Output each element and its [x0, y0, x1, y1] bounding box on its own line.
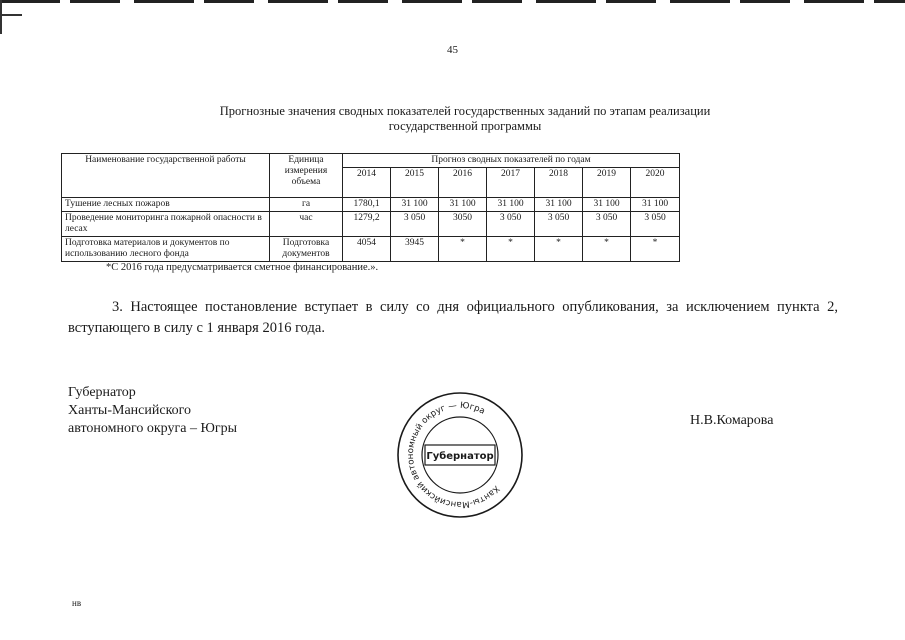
row-unit: час: [270, 212, 343, 237]
header-unit: Единица измерения объема: [270, 154, 343, 198]
table-title-line2: государственной программы: [388, 119, 542, 133]
row-value: 4054: [343, 237, 391, 262]
row-work: Тушение лесных пожаров: [62, 198, 270, 212]
row-unit: га: [270, 198, 343, 212]
row-value: 3945: [391, 237, 439, 262]
table-footnote: *С 2016 года предусматривается сметное финансирование.».: [106, 262, 379, 273]
row-value: 3 050: [487, 212, 535, 237]
table-row: [62, 212, 680, 237]
row-unit: Подготовка документов: [270, 237, 343, 262]
row-value: 31 100: [391, 198, 439, 212]
row-value: 3 050: [631, 212, 680, 237]
row-value: 31 100: [487, 198, 535, 212]
row-value: *: [535, 237, 583, 262]
signatory-position-line3: автономного округа – Югры: [68, 421, 237, 436]
row-value: *: [487, 237, 535, 262]
signatory-position-line2: Ханты-Мансийского: [68, 403, 192, 418]
signatory-name: Н.В.Комарова: [690, 413, 774, 428]
row-value: 31 100: [631, 198, 680, 212]
scan-edge-corner: [0, 14, 22, 16]
header-year: 2017: [487, 168, 535, 198]
table-title-line1: Прогнозные значения сводных показателей государственных заданий по этапам реализации: [219, 104, 711, 118]
row-value: 3050: [439, 212, 487, 237]
row-value: 1279,2: [343, 212, 391, 237]
row-value: 1780,1: [343, 198, 391, 212]
table-title: [150, 104, 780, 134]
stamp-ring-text: Ханты-Мансийский автономный округ — Югра: [405, 400, 502, 510]
header-year: 2019: [583, 168, 631, 198]
scan-edge-left: [0, 0, 2, 34]
row-value: 31 100: [583, 198, 631, 212]
page-number: 45: [447, 44, 458, 56]
signatory-position: [68, 384, 237, 438]
header-year: 2016: [439, 168, 487, 198]
header-work: Наименование государственной работы: [62, 154, 270, 198]
row-work: Проведение мониторинга пожарной опасности в лесах: [62, 212, 270, 237]
signatory-position-line1: Губернатор: [68, 385, 136, 400]
official-stamp-icon: [395, 390, 525, 520]
executor-mark: нв: [72, 598, 82, 608]
row-value: *: [631, 237, 680, 262]
header-year: 2014: [343, 168, 391, 198]
header-year: 2020: [631, 168, 680, 198]
indicators-table: [61, 153, 680, 262]
table-row: [62, 237, 680, 262]
row-value: 31 100: [439, 198, 487, 212]
row-work: Подготовка материалов и документов по использованию лесного фонда: [62, 237, 270, 262]
row-value: 3 050: [535, 212, 583, 237]
stamp-center-text: Губернатор: [426, 451, 494, 462]
header-year: 2015: [391, 168, 439, 198]
table-row: [62, 198, 680, 212]
row-value: *: [583, 237, 631, 262]
row-value: 3 050: [583, 212, 631, 237]
row-value: *: [439, 237, 487, 262]
scan-edge-top: [0, 0, 905, 3]
row-value: 3 050: [391, 212, 439, 237]
header-forecast: Прогноз сводных показателей по годам: [343, 154, 680, 168]
clause-paragraph: 3. Настоящее постановление вступает в силу со дня официального опубликования, за исключением пункта 2, вступающего в силу с 1 января 2016 года.: [68, 299, 838, 336]
row-value: 31 100: [535, 198, 583, 212]
header-year: 2018: [535, 168, 583, 198]
